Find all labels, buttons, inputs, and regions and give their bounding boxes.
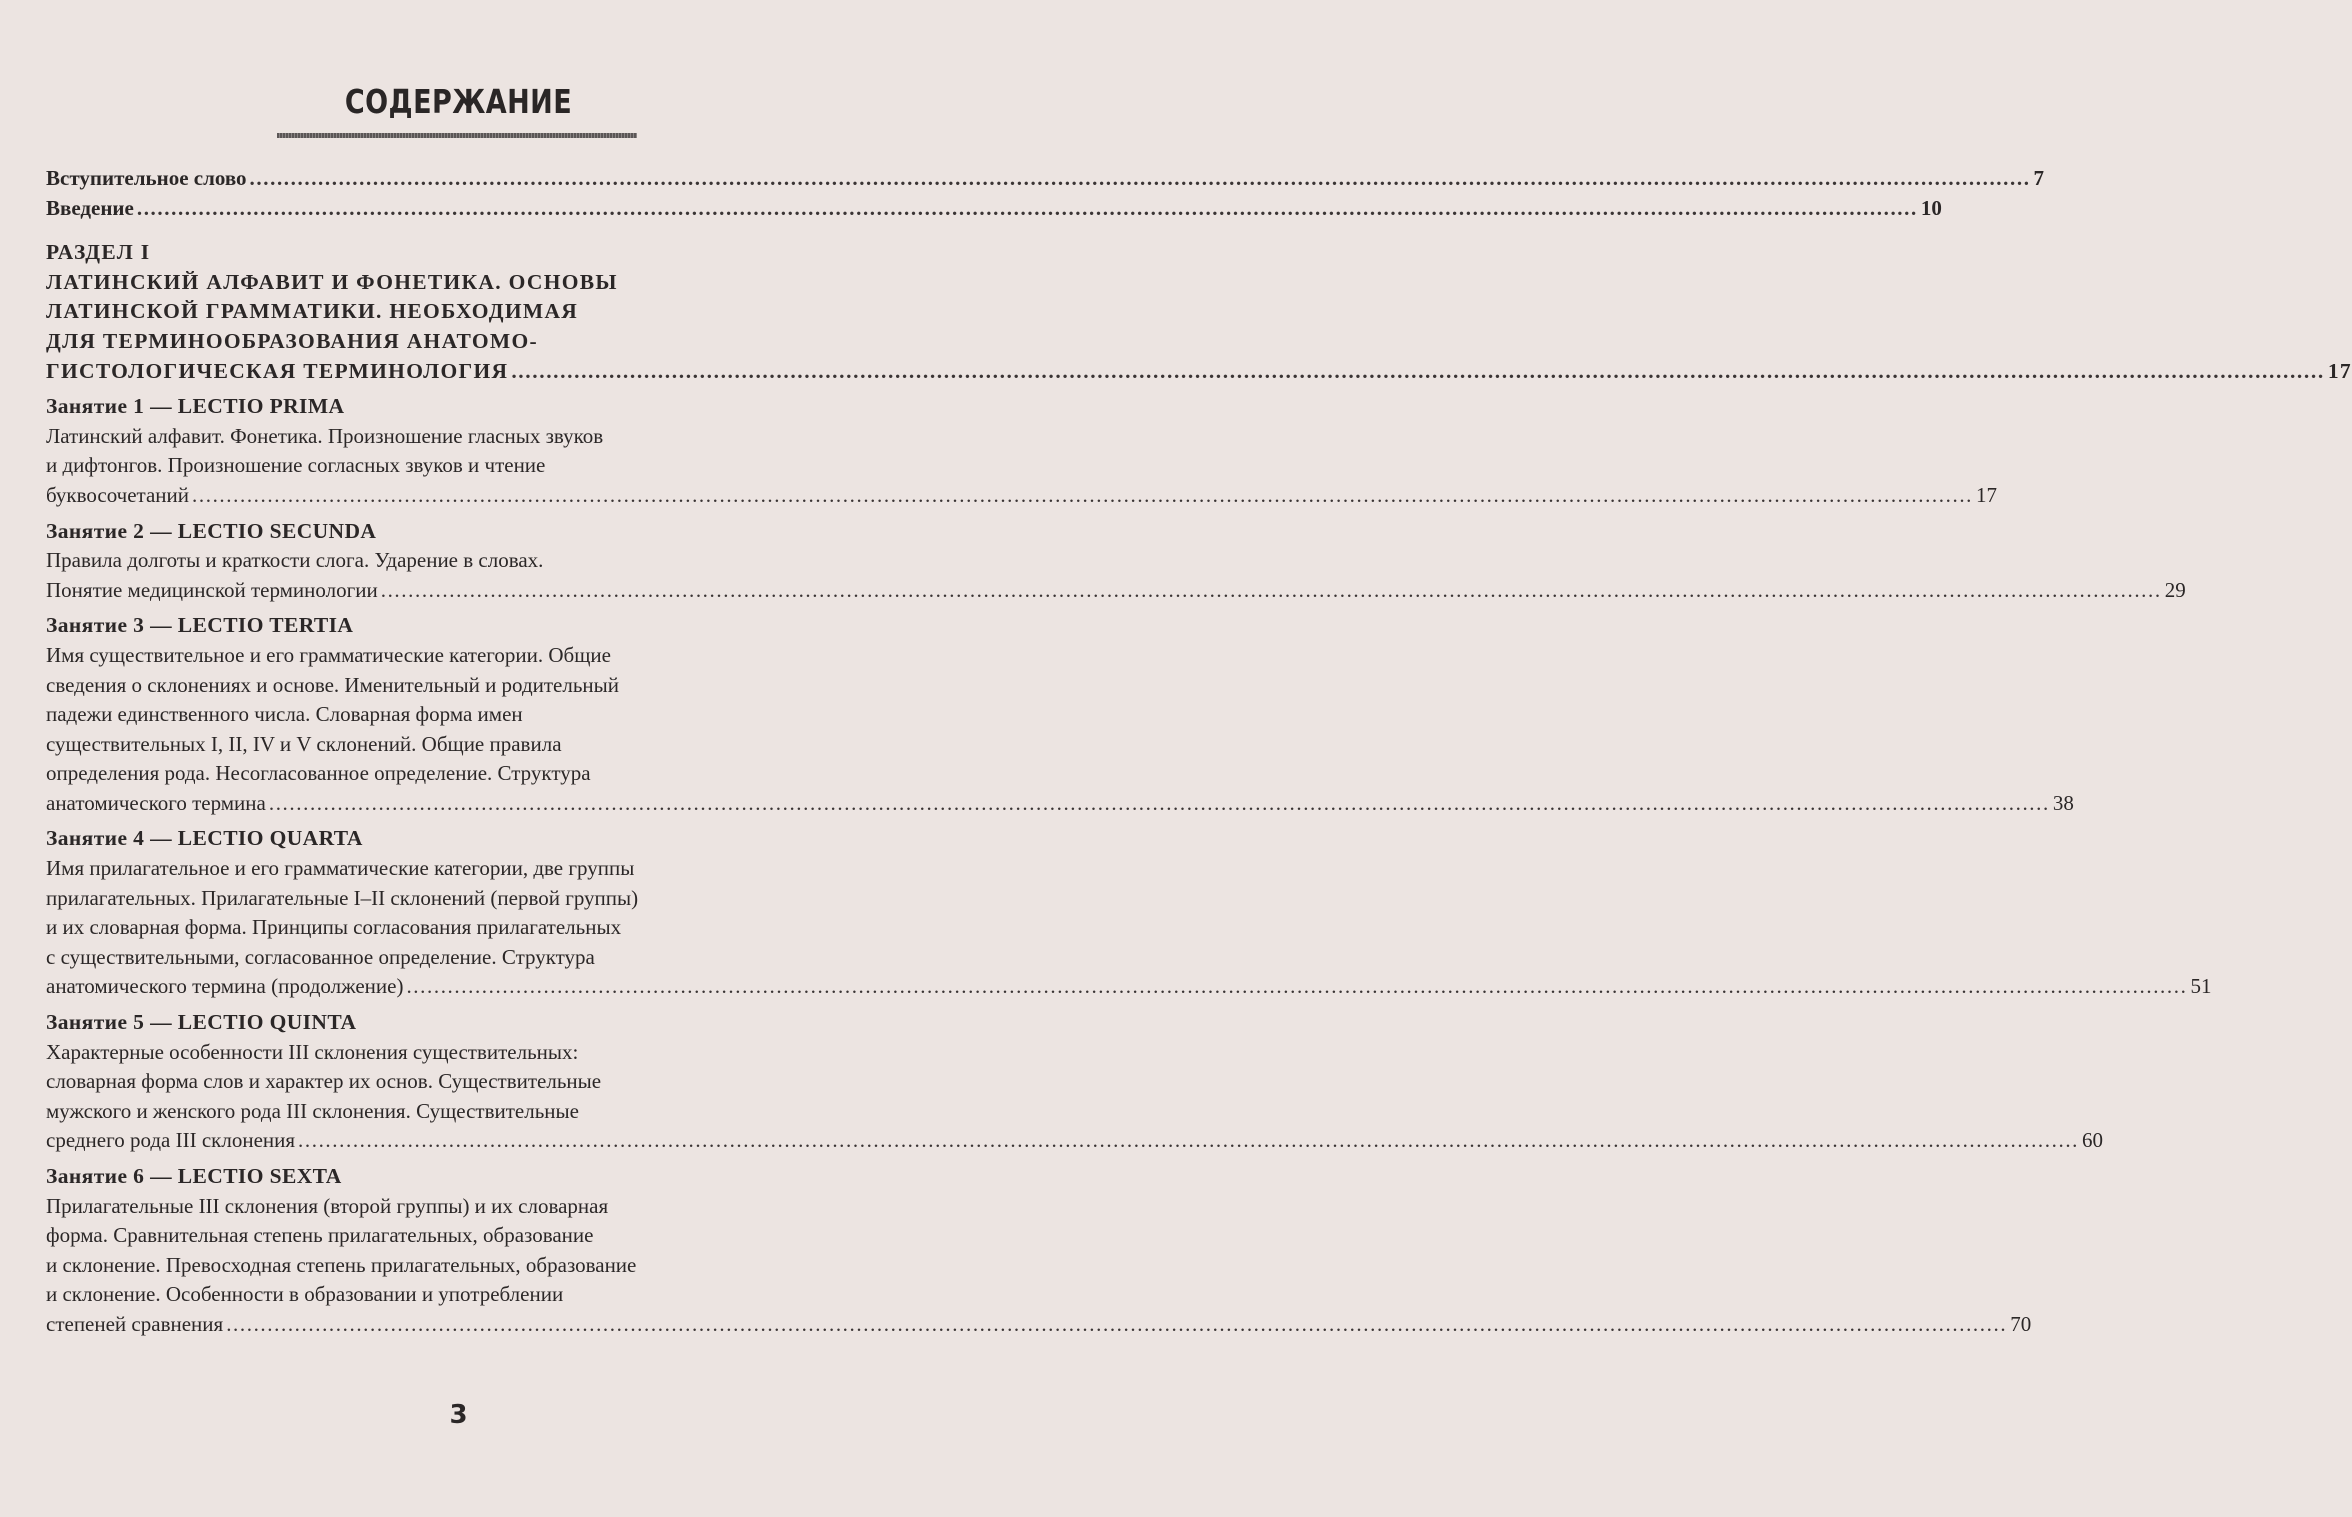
section-heading-line: РАЗДЕЛ I (46, 240, 151, 265)
lesson-entry-end-page: 17 (1976, 482, 1998, 507)
lesson-entry-end (46, 972, 2212, 1002)
page-title: СОДЕРЖАНИЕ (344, 82, 573, 121)
section-heading-line: ЛАТИНСКИЙ АЛФАВИТ И ФОНЕТИКА. ОСНОВЫ (46, 269, 618, 294)
dot-leader: .................................................................................................................................................................................................................................................................... (192, 482, 1974, 507)
dot-leader: .................................................................................................................................................................................................................................................................... (249, 166, 2031, 190)
dot-leader: .................................................................................................................................................................................................................................................................... (380, 577, 2162, 602)
lesson-description-line: Характерные особенности III склонения существительных: (46, 1039, 579, 1064)
toc-entry-page: 10 (1920, 195, 1942, 220)
lesson-description-line: существительных I, II, IV и V склонений. Общие правила (46, 731, 562, 756)
dot-leader: .................................................................................................................................................................................................................................................................... (298, 1128, 2080, 1153)
lesson-description-line: Прилагательные III склонения (второй группы) и их словарная (46, 1193, 609, 1218)
lesson-description-line: Имя прилагательное и его грамматические категории, две группы (46, 856, 635, 881)
lesson-description-line: и их словарная форма. Принципы согласования прилагательных (46, 915, 622, 940)
lesson-description-line: Латинский алфавит. Фонетика. Произношение гласных звуков (46, 423, 604, 448)
table-of-contents (46, 164, 2352, 1340)
dot-leader: .................................................................................................................................................................................................................................................................... (511, 358, 2325, 383)
lesson-entry-end-text: анатомического термина (продолжение) (46, 974, 404, 999)
lesson-entry-end (46, 1310, 2032, 1340)
lesson-title: Занятие 4 — LECTIO QUARTA (46, 826, 363, 851)
lesson-description-line: сведения о склонениях и основе. Именительный и родительный (46, 672, 620, 697)
lesson-title: Занятие 1 — LECTIO PRIMA (46, 394, 345, 419)
section-heading-line: ЛАТИНСКОЙ ГРАММАТИКИ. НЕОБХОДИМАЯ (46, 299, 579, 324)
section-heading-end-text: ГИСТОЛОГИЧЕСКАЯ ТЕРМИНОЛОГИЯ (46, 358, 509, 383)
lesson-entry-end-page: 51 (2190, 974, 2212, 999)
lesson-entry-end-page: 38 (2052, 790, 2074, 815)
dot-leader: .................................................................................................................................................................................................................................................................... (406, 974, 2188, 999)
lesson-title: Занятие 5 — LECTIO QUINTA (46, 1010, 357, 1035)
spacer (46, 223, 841, 238)
lesson-description-line: форма. Сравнительная степень прилагательных, образование (46, 1223, 594, 1248)
lesson-description-line: падежи единственного числа. Словарная форма имен (46, 702, 523, 727)
lesson-title: Занятие 3 — LECTIO TERTIA (46, 613, 354, 638)
lesson-description-line: прилагательных. Прилагательные I–II склонений (первой группы) (46, 885, 639, 910)
lesson-description-line: с существительными, согласованное определение. Структура (46, 944, 595, 969)
lesson-entry-end (46, 481, 1998, 511)
lesson-description-line: Правила долготы и краткости слога. Ударение в словах. (46, 548, 544, 573)
title-underline (277, 133, 637, 138)
lesson-entry-end-text: анатомического термина (46, 790, 266, 815)
section-heading-end-page: 17 (2327, 358, 2352, 383)
lesson-entry-end (46, 576, 2186, 606)
lesson-description-line: мужского и женского рода III склонения. Существительные (46, 1098, 579, 1123)
lesson-entry-end (46, 789, 2074, 819)
lesson-entry-end-text: буквосочетаний (46, 482, 190, 507)
lesson-entry-end-text: степеней сравнения (46, 1311, 224, 1336)
lesson-description-line: словарная форма слов и характер их основ. Существительные (46, 1069, 602, 1094)
page-number: 3 (449, 1400, 468, 1430)
lesson-description-line: и дифтонгов. Произношение согласных звуков и чтение (46, 453, 546, 478)
section-heading-end (46, 357, 2352, 387)
lesson-entry-end-page: 29 (2164, 577, 2186, 602)
toc-entry-text: Введение (46, 195, 134, 220)
lesson-entry-end-text: Понятие медицинской терминологии (46, 577, 378, 602)
lesson-description-line: и склонение. Превосходная степень прилагательных, образование (46, 1252, 637, 1277)
toc-entry (46, 164, 2045, 194)
lesson-entry-end-text: среднего рода III склонения (46, 1128, 296, 1153)
dot-leader: .................................................................................................................................................................................................................................................................... (268, 790, 2050, 815)
lesson-title: Занятие 6 — LECTIO SEXTA (46, 1164, 342, 1188)
dot-leader: .................................................................................................................................................................................................................................................................... (136, 195, 1918, 220)
lesson-title: Занятие 2 — LECTIO SECUNDA (46, 518, 377, 543)
lesson-entry-end-page: 60 (2082, 1128, 2104, 1153)
lesson-description-line: и склонение. Особенности в образовании и употреблении (46, 1282, 564, 1307)
section-heading-line: ДЛЯ ТЕРМИНООБРАЗОВАНИЯ АНАТОМО- (46, 328, 538, 353)
lesson-description-line: Имя существительное и его грамматические категории. Общие (46, 642, 611, 667)
toc-entry-page: 7 (2033, 166, 2045, 190)
lesson-entry-end-page: 70 (2010, 1311, 2032, 1336)
dot-leader: .................................................................................................................................................................................................................................................................... (226, 1311, 2008, 1336)
lesson-entry-end (46, 1126, 2104, 1156)
lesson-description-line: определения рода. Несогласованное определение. Структура (46, 761, 591, 786)
toc-entry (46, 194, 1942, 224)
toc-entry-text: Вступительное слово (46, 166, 247, 190)
